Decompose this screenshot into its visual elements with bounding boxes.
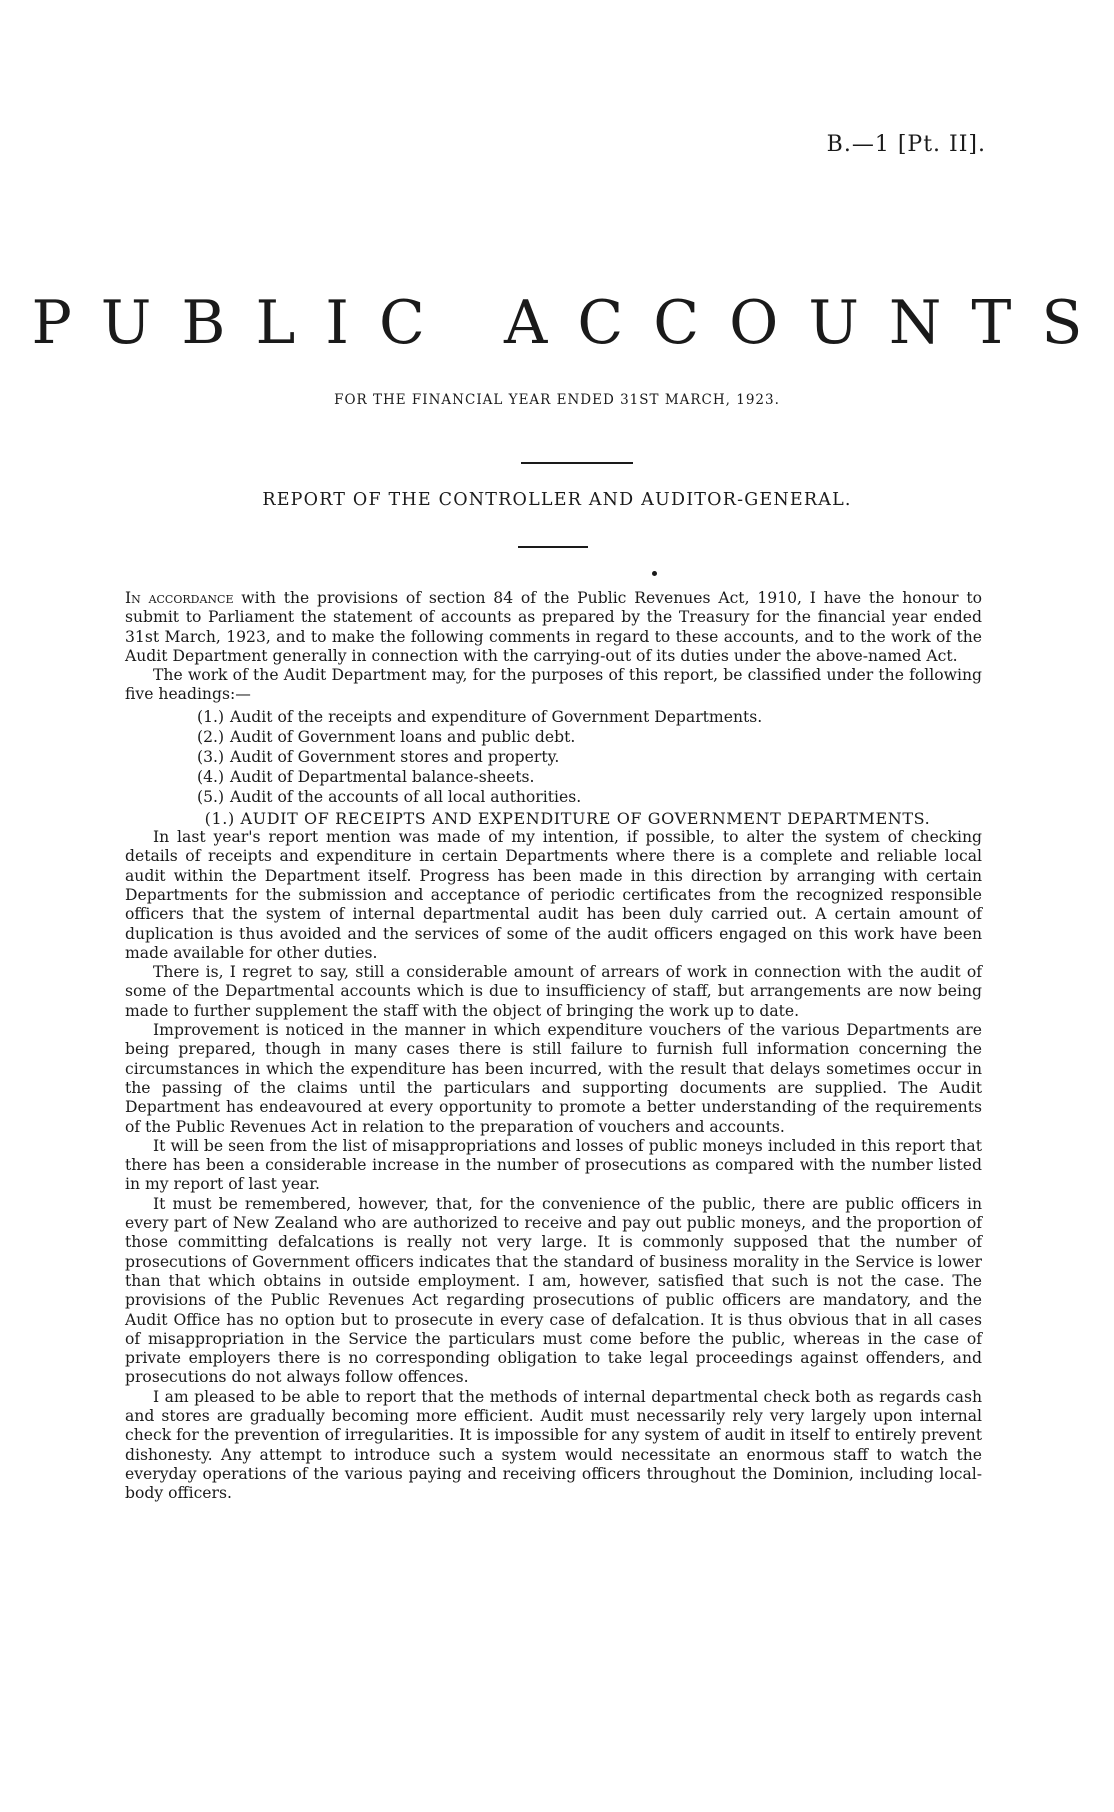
list-item xyxy=(197,707,982,727)
title-divider xyxy=(521,462,633,464)
document-subtitle: FOR THE FINANCIAL YEAR ENDED 31ST MARCH, 1923. xyxy=(334,392,780,408)
list-item xyxy=(197,747,982,767)
report-title-divider xyxy=(518,546,588,548)
body-paragraph: I am pleased to be able to report that the methods of internal departmental check both as regards cash and stores are gradually becoming more efficient. Audit must necessarily rely very largely upon internal check for the prevention of irregularities. It is impossible for any system of audit in itself to entirely prevent dishonesty. Any attempt to introduce such a system would necessitate an enormous staff to watch the everyday operations of the various paying and receiving officers throughout the Dominion, including local-body officers. xyxy=(125,1387,982,1503)
report-body xyxy=(125,589,982,1503)
list-item-number: (2.) xyxy=(197,727,225,746)
document-title: PUBLIC ACCOUNTS xyxy=(31,288,1113,358)
list-item-text: Audit of Government loans and public debt. xyxy=(230,727,576,746)
classification-paragraph: The work of the Audit Department may, for the purposes of this report, be classified under the following five headings:— xyxy=(125,666,982,704)
list-item-number: (3.) xyxy=(197,747,225,766)
list-item-text: Audit of Departmental balance-sheets. xyxy=(230,767,535,786)
body-paragraph: Improvement is noticed in the manner in which expenditure vouchers of the various Departments are being prepared, though in many cases there is still failure to furnish full information concerning the circumstances in which the expenditure has been incurred, with the result that delays sometimes occur in the passing of the claims until the particulars and supporting documents are supplied. The Audit Department has endeavoured at every opportunity to promote a better understanding of the requirements of the Public Revenues Act in relation to the preparation of vouchers and accounts. xyxy=(125,1021,982,1136)
decorative-dot xyxy=(652,571,657,576)
headings-list xyxy=(197,707,982,807)
body-paragraph: It will be seen from the list of misappropriations and losses of public moneys included in this report that there has been a considerable increase in the number of prosecutions as compared with the number listed in my report of last year. xyxy=(125,1136,982,1194)
intro-lead: In accordance xyxy=(125,589,234,607)
page-reference: B.—1 [Pt. II]. xyxy=(826,132,986,157)
list-item xyxy=(197,727,982,747)
report-title: REPORT OF THE CONTROLLER AND AUDITOR-GENERAL. xyxy=(262,490,852,510)
list-item-text: Audit of the receipts and expenditure of Government Departments. xyxy=(230,707,763,726)
body-paragraph: There is, I regret to say, still a considerable amount of arrears of work in connection with the audit of some of the Departmental accounts which is due to insufficiency of staff, but arrangements are now being made to further supplement the staff with the object of bringing the work up to date. xyxy=(125,963,982,1020)
list-item xyxy=(197,787,982,807)
intro-paragraph xyxy=(125,589,982,666)
list-item-text: Audit of Government stores and property. xyxy=(230,747,560,766)
list-item-number: (4.) xyxy=(197,767,225,786)
list-item-number: (1.) xyxy=(197,707,225,726)
section-heading: (1.) AUDIT OF RECEIPTS AND EXPENDITURE OF GOVERNMENT DEPARTMENTS. xyxy=(204,808,931,828)
intro-text: with the provisions of section 84 of the Public Revenues Act, 1910, I have the honour to submit to Parliament the statement of accounts as prepared by the Treasury for the financial year ended 31st March, 1923, and to make the following comments in regard to these accounts, and to the work of the Audit Department generally in connection with the carrying-out of its duties under the above-named Act. xyxy=(125,589,983,665)
body-paragraph: In last year's report mention was made of my intention, if possible, to alter the system of checking details of receipts and expenditure in certain Departments where there is a complete and reliable local audit within the Department itself. Progress has been made in this direction by arranging with certain Departments for the submission and acceptance of periodic certificates from the recognized responsible officers that the system of internal departmental audit has been duly carried out. A certain amount of duplication is thus avoided and the services of some of the audit officers engaged on this work have been made available for other duties. xyxy=(125,828,982,962)
list-item-number: (5.) xyxy=(197,787,225,806)
body-paragraph: It must be remembered, however, that, for the convenience of the public, there are public officers in every part of New Zealand who are authorized to receive and pay out public moneys, and the proportion of those committing defalcations is really not very large. It is commonly supposed that the number of prosecutions of Government officers indicates that the standard of business morality in the Service is lower than that which obtains in outside employment. I am, however, satisfied that such is not the case. The provisions of the Public Revenues Act regarding prosecutions of public officers are mandatory, and the Audit Office has no option but to prosecute in every case of defalcation. It is thus obvious that in all cases of misappropriation in the Service the particulars must come before the public, whereas in the case of private employers there is no corresponding obligation to take legal proceedings against offenders, and prosecutions do not always follow offences. xyxy=(125,1194,982,1387)
list-item-text: Audit of the accounts of all local authorities. xyxy=(230,787,582,806)
list-item xyxy=(197,767,982,787)
